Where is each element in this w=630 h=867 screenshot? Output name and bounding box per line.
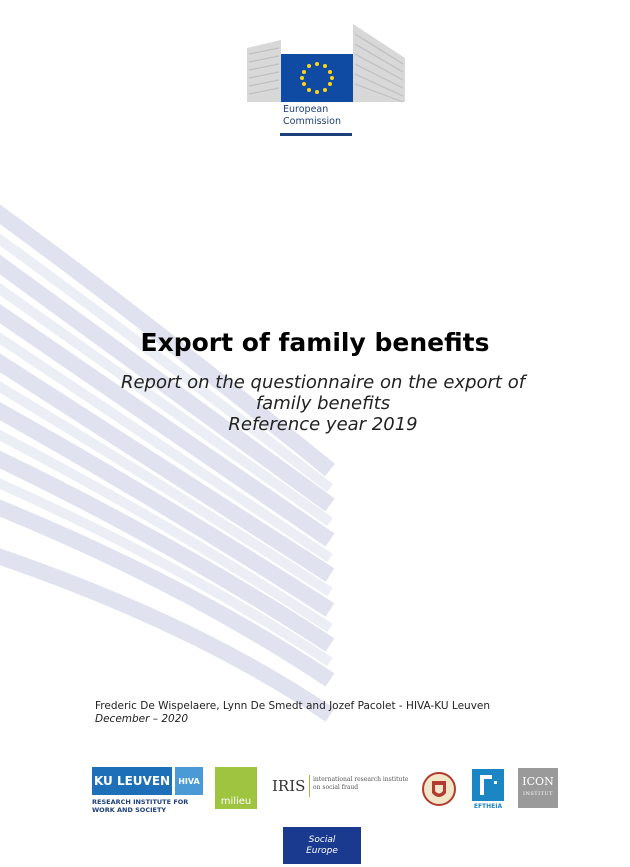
ku-leuven-logo: KU LEUVEN (92, 767, 172, 795)
social-europe-line2: Europe (306, 845, 338, 856)
milieu-logo: milieu (215, 767, 257, 809)
document-title: Export of family benefits (140, 328, 490, 357)
social-europe-badge (283, 827, 361, 864)
iris-tagline-line2: on social fraud (313, 784, 359, 791)
ec-org-name (283, 104, 341, 127)
eu-flag (281, 54, 353, 102)
ku-leuven-tagline (92, 798, 212, 814)
ku-tagline-line2: WORK AND SOCIETY (92, 806, 167, 814)
university-crest-icon (422, 771, 456, 807)
icon-institut-name: ICON (522, 775, 554, 788)
social-europe-line1: Social (308, 834, 336, 845)
subtitle-line-2: family benefits (255, 393, 391, 414)
publication-date: December – 2020 (95, 713, 189, 725)
icon-institut-logo (518, 768, 558, 808)
subtitle-line-3: Reference year 2019 (228, 414, 418, 435)
iris-divider (309, 775, 310, 797)
eftheia-logo-icon (472, 769, 504, 801)
ec-underline (280, 133, 352, 136)
ec-building-icon (245, 18, 413, 108)
hiva-logo: HIVA (175, 767, 203, 795)
ec-org-line1: European (283, 104, 329, 115)
ec-org-line2: Commission (283, 115, 341, 127)
eftheia-label: EFTHEIA (473, 803, 503, 810)
european-commission-logo (245, 18, 413, 140)
document-subtitle (90, 372, 556, 435)
iris-tagline-line1: international research institute (313, 776, 409, 783)
subtitle-line-1: Report on the questionnaire on the export of (120, 372, 526, 393)
iris-tagline (313, 776, 413, 792)
iris-logo: IRIS (272, 777, 306, 795)
authors: Frederic De Wispelaere, Lynn De Smedt and Jozef Pacolet - HIVA-KU Leuven (95, 700, 491, 712)
icon-institut-sub: INSTITUT (523, 791, 553, 797)
ku-tagline-line1: RESEARCH INSTITUTE FOR (92, 798, 189, 806)
